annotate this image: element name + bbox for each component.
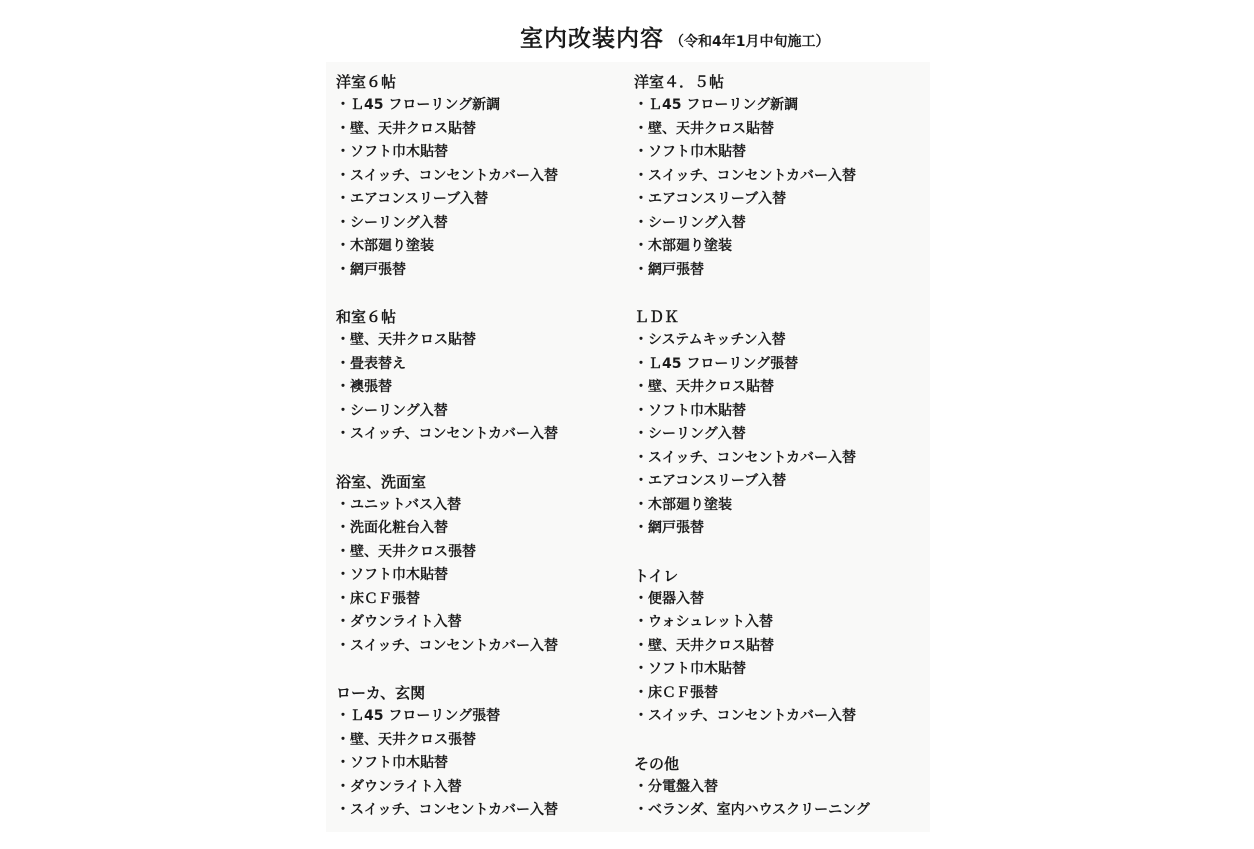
work-item-list — [336, 494, 558, 659]
section-heading: 洋室４．５帖 — [634, 73, 725, 91]
list-item: ・壁、天井クロス張替 — [336, 543, 476, 560]
room-section — [336, 70, 558, 282]
section-heading: 浴室、洗面室 — [336, 472, 427, 491]
list-item: ・木部廻り塗装 — [634, 496, 732, 513]
list-item: ・木部廻り塗装 — [336, 238, 434, 254]
list-item: ・畳表替え — [336, 355, 406, 372]
list-item: ・網戸張替 — [634, 520, 704, 536]
section-heading: ローカ、玄関 — [336, 684, 426, 702]
list-item: ・襖張替 — [336, 379, 392, 395]
list-item: ・網戸張替 — [634, 261, 704, 278]
work-item-list — [336, 329, 558, 447]
page-title — [520, 20, 829, 53]
room-section — [336, 305, 558, 447]
title-main: 室内改装内容 — [520, 26, 664, 52]
list-item: ・エアコンスリーブ入替 — [634, 473, 787, 489]
section-heading: 洋室６帖 — [336, 73, 397, 91]
list-item: ・スイッチ、コンセントカバー入替 — [634, 167, 857, 184]
list-item: ・Ｌ45 フローリング張替 — [336, 708, 501, 724]
work-item-list — [336, 705, 558, 823]
section-spacer — [336, 282, 558, 305]
room-section — [634, 752, 870, 823]
list-item: ・スイッチ、コンセントカバー入替 — [336, 167, 559, 184]
list-item: ・ソフト巾木貼替 — [336, 567, 448, 583]
list-item: ・スイッチ、コンセントカバー入替 — [634, 708, 857, 724]
list-item: ・ベランダ、室内ハウスクリーニング — [634, 802, 870, 818]
list-item: ・エアコンスリーブ入替 — [634, 191, 787, 207]
room-section — [634, 564, 870, 729]
list-item: ・壁、天井クロス貼替 — [634, 379, 774, 395]
right-column — [634, 70, 870, 823]
list-item: ・ソフト巾木貼替 — [336, 755, 448, 771]
list-item: ・便器入替 — [634, 590, 704, 607]
list-item: ・壁、天井クロス貼替 — [336, 120, 476, 137]
work-item-list — [634, 588, 870, 729]
list-item: ・ソフト巾木貼替 — [336, 144, 448, 160]
list-item: ・ダウンライト入替 — [336, 614, 462, 630]
left-column — [336, 70, 558, 823]
list-item: ・Ｌ45 フローリング張替 — [634, 355, 799, 372]
section-spacer — [634, 729, 870, 752]
list-item: ・ダウンライト入替 — [336, 778, 462, 795]
list-item: ・シーリング入替 — [634, 214, 746, 231]
section-heading: その他 — [634, 754, 680, 773]
list-item: ・木部廻り塗装 — [634, 238, 732, 254]
list-item: ・シーリング入替 — [634, 426, 746, 442]
room-section — [634, 305, 870, 541]
section-heading: トイレ — [634, 566, 679, 585]
list-item: ・ソフト巾木貼替 — [634, 661, 746, 677]
list-item: ・分電盤入替 — [634, 778, 718, 795]
section-heading: ＬＤＫ — [634, 308, 680, 326]
list-item: ・シーリング入替 — [336, 214, 448, 231]
list-item: ・スイッチ、コンセントカバー入替 — [336, 802, 559, 818]
work-item-list — [336, 94, 558, 282]
list-item: ・スイッチ、コンセントカバー入替 — [336, 426, 559, 442]
work-item-list — [634, 94, 870, 282]
list-item: ・シーリング入替 — [336, 402, 448, 419]
list-item: ・Ｌ45 フローリング新調 — [634, 97, 799, 113]
room-section — [634, 70, 870, 282]
room-section — [336, 470, 558, 659]
section-heading: 和室６帖 — [336, 308, 397, 326]
list-item: ・壁、天井クロス貼替 — [634, 637, 774, 654]
list-item: ・ウォシュレット入替 — [634, 614, 774, 630]
list-item: ・スイッチ、コンセントカバー入替 — [336, 637, 559, 654]
list-item: ・網戸張替 — [336, 261, 406, 278]
section-spacer — [336, 658, 558, 681]
list-item: ・壁、天井クロス貼替 — [336, 332, 476, 348]
section-spacer — [634, 541, 870, 564]
list-item: ・スイッチ、コンセントカバー入替 — [634, 449, 857, 466]
work-item-list — [634, 329, 870, 541]
list-item: ・エアコンスリーブ入替 — [336, 191, 489, 207]
list-item: ・洗面化粧台入替 — [336, 520, 448, 536]
section-spacer — [336, 447, 558, 470]
list-item: ・ソフト巾木貼替 — [634, 144, 746, 160]
list-item: ・床ＣＦ張替 — [336, 590, 420, 607]
list-item: ・ソフト巾木貼替 — [634, 402, 746, 419]
list-item: ・Ｌ45 フローリング新調 — [336, 97, 501, 113]
room-section — [336, 681, 558, 823]
title-sub: （令和4年1月中旬施工） — [670, 34, 830, 50]
list-item: ・ユニットバス入替 — [336, 496, 462, 513]
list-item: ・壁、天井クロス張替 — [336, 731, 476, 748]
list-item: ・床ＣＦ張替 — [634, 684, 718, 701]
section-spacer — [634, 282, 870, 305]
list-item: ・壁、天井クロス貼替 — [634, 120, 774, 137]
list-item: ・システムキッチン入替 — [634, 332, 786, 348]
work-item-list — [634, 776, 870, 823]
